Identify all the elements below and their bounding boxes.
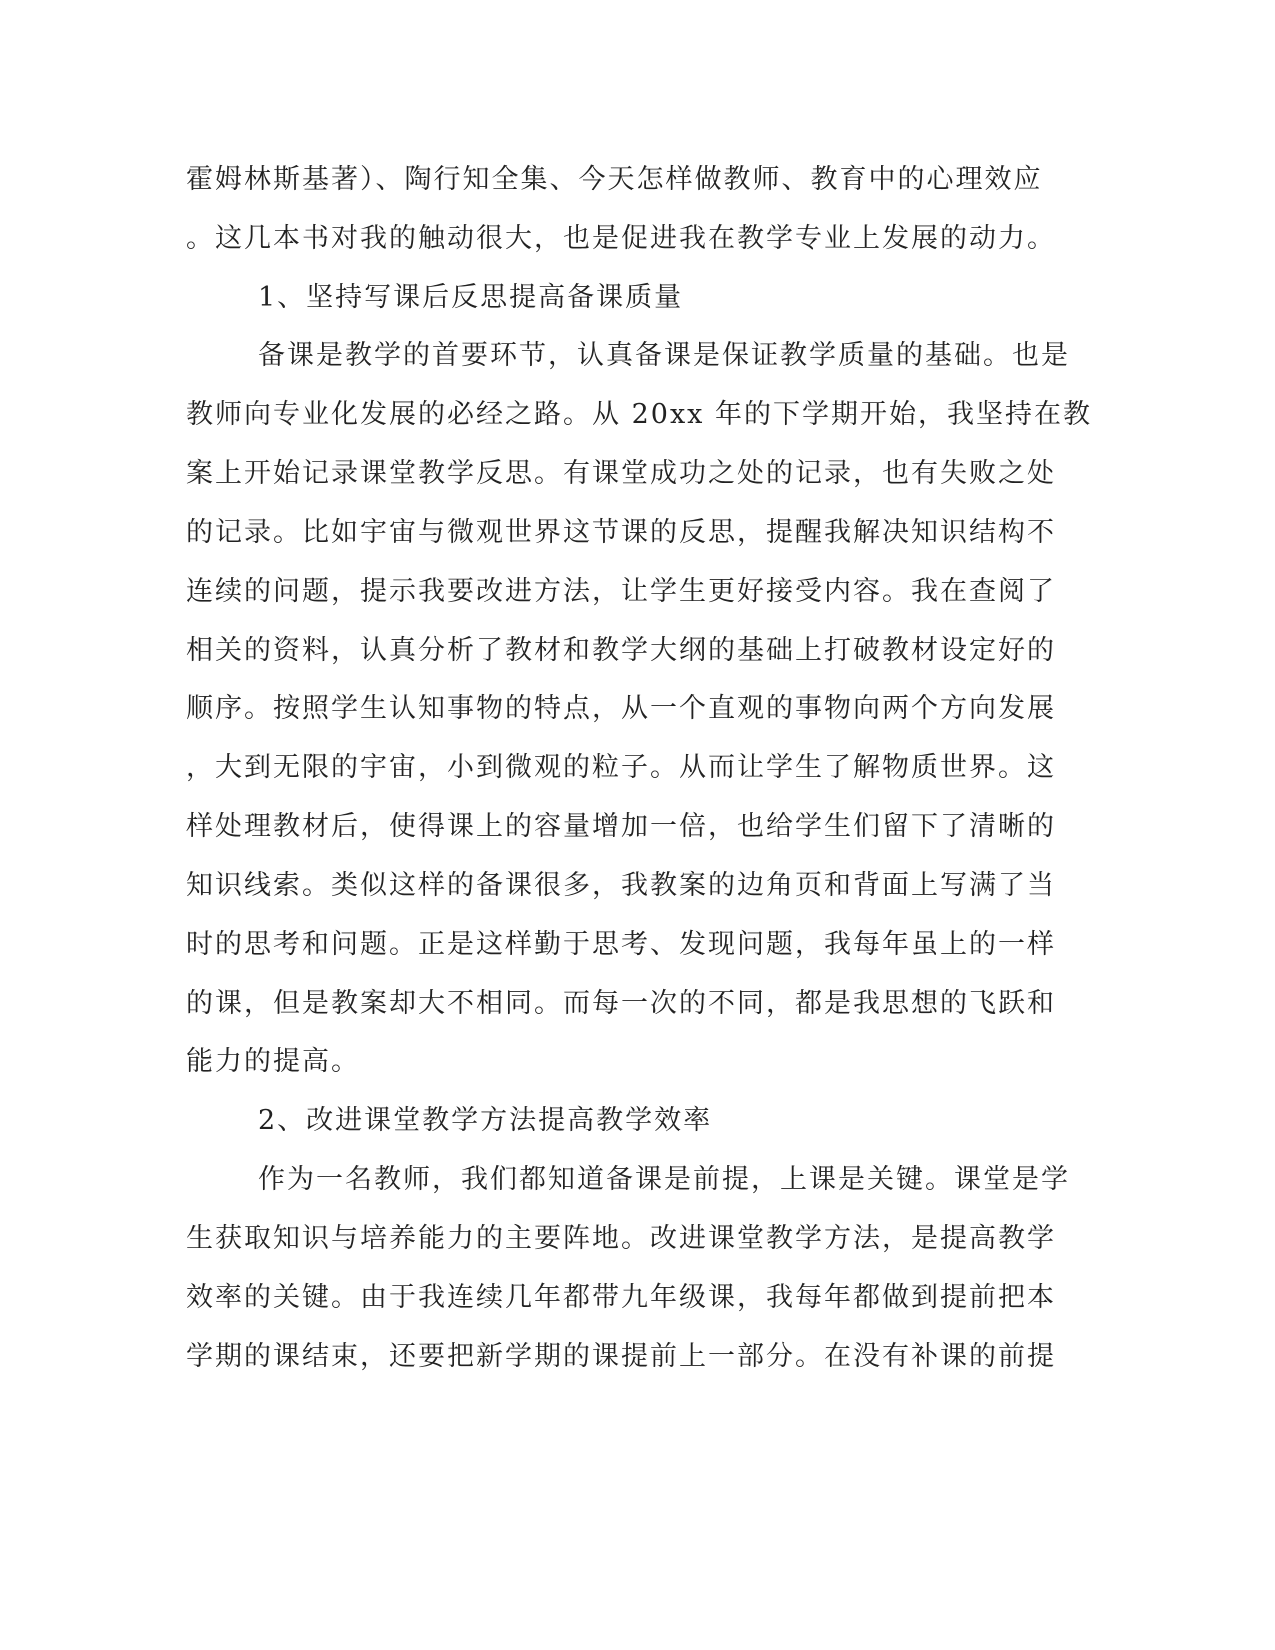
text-line: 时的思考和问题。正是这样勤于思考、发现问题，我每年虽上的一样 [186,929,1056,960]
text-line: 学期的课结束，还要把新学期的课提前上一部分。在没有补课的前提 [186,1341,1056,1372]
text-line: 相关的资料，认真分析了教材和教学大纲的基础上打破教材设定好的 [186,635,1056,666]
text-line: 教师向专业化发展的必经之路。从 20xx 年的下学期开始，我坚持在教 [186,399,1092,430]
text-line: 霍姆林斯基著）、陶行知全集、今天怎样做教师、教育中的心理效应 [186,164,1043,195]
text-line: ，大到无限的宇宙，小到微观的粒子。从而让学生了解物质世界。这 [186,752,1056,783]
text-line: 能力的提高。 [186,1046,360,1077]
text-line: 知识线索。类似这样的备课很多，我教案的边角页和背面上写满了当 [186,870,1056,901]
text-line: 样处理教材后，使得课上的容量增加一倍，也给学生们留下了清晰的 [186,811,1056,842]
text-line: 的记录。比如宇宙与微观世界这节课的反思，提醒我解决知识结构不 [186,517,1056,548]
section-heading: 2、改进课堂教学方法提高教学效率 [258,1105,713,1136]
section-heading: 1、坚持写课后反思提高备课质量 [258,282,684,313]
text-line: 生获取知识与培养能力的主要阵地。改进课堂教学方法，是提高教学 [186,1223,1056,1254]
paragraph-first-line: 作为一名教师，我们都知道备课是前提，上课是关键。课堂是学 [258,1164,1070,1195]
text-line: 。这几本书对我的触动很大，也是促进我在教学专业上发展的动力。 [186,223,1056,254]
text-line: 案上开始记录课堂教学反思。有课堂成功之处的记录，也有失败之处 [186,458,1056,489]
text-line: 的课，但是教案却大不相同。而每一次的不同，都是我思想的飞跃和 [186,988,1056,1019]
paragraph-first-line: 备课是教学的首要环节，认真备课是保证教学质量的基础。也是 [258,340,1070,371]
text-line: 顺序。按照学生认知事物的特点，从一个直观的事物向两个方向发展 [186,693,1056,724]
text-line: 连续的问题，提示我要改进方法，让学生更好接受内容。我在查阅了 [186,576,1056,607]
text-line: 效率的关键。由于我连续几年都带九年级课，我每年都做到提前把本 [186,1282,1056,1313]
